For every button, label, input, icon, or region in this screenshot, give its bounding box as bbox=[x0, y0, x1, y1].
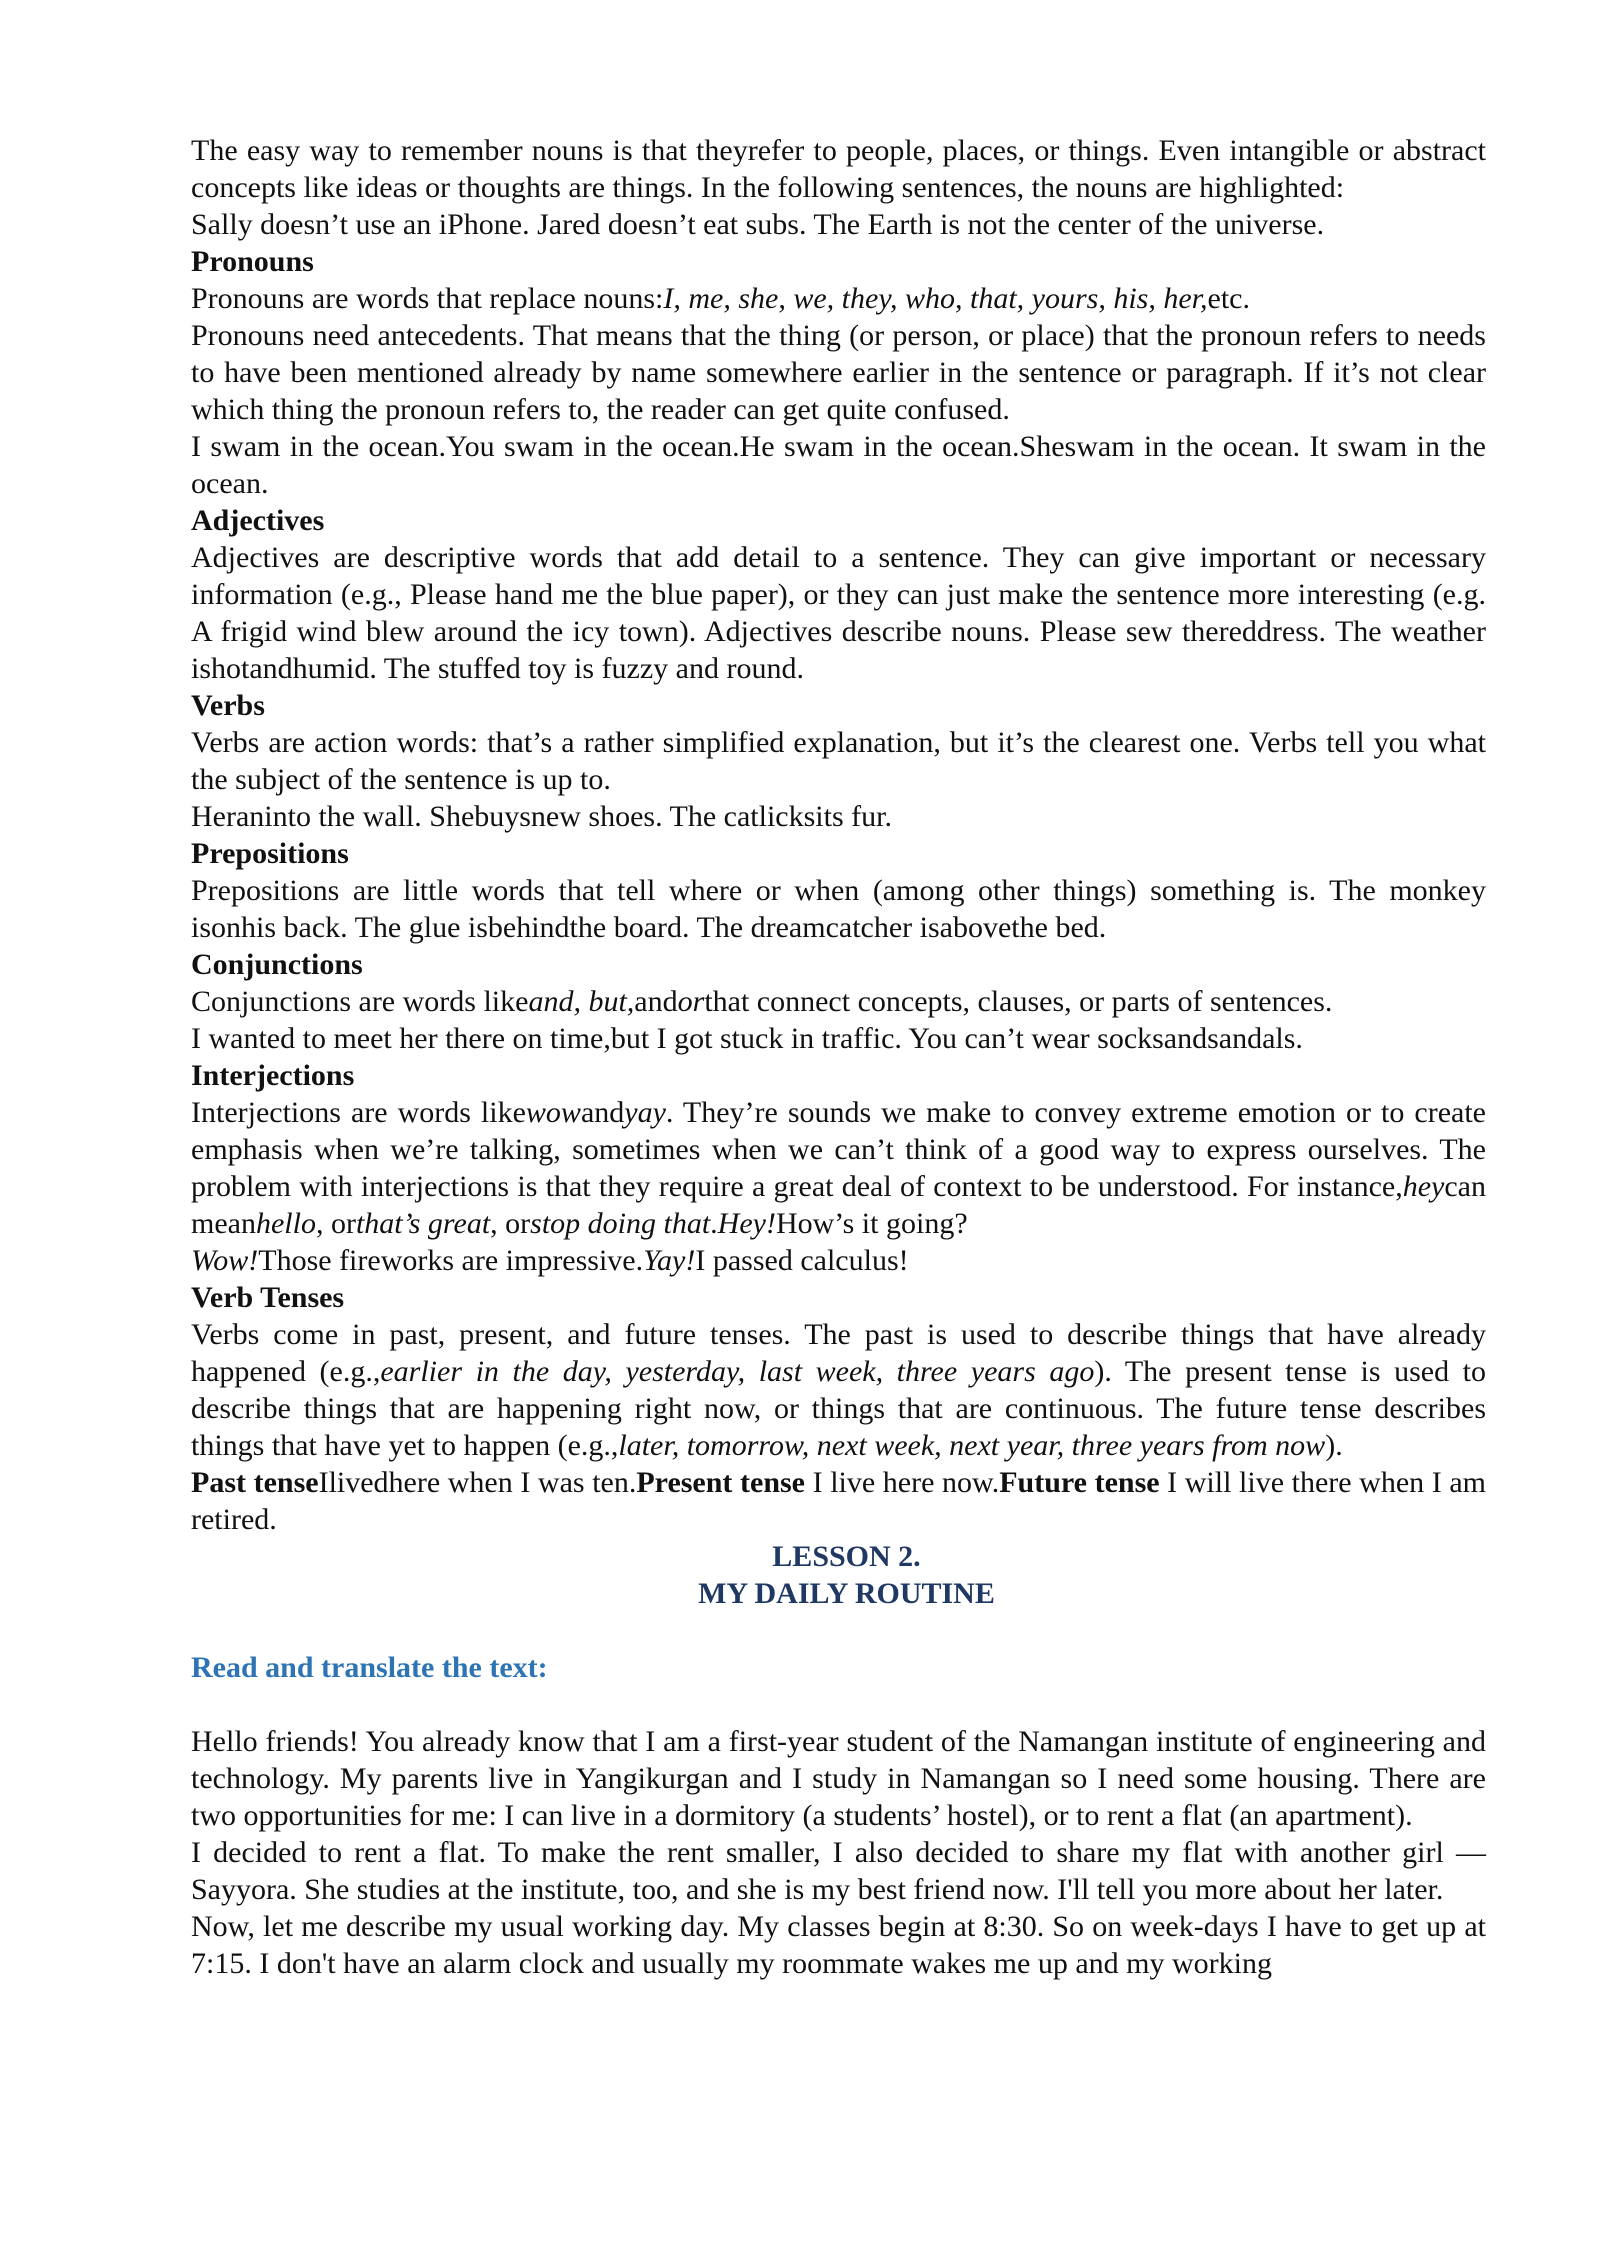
adjectives-paragraph: Adjectives are descriptive words that add detail to a sentence. They can give important or necessary information (e.g., Please hand me the blue paper), or they can just make the sentence more interesting (e.g. A frigid wind blew around the icy town). Adjectives describe nouns. Please sew thereddress. The weather ishotandhumid. The stuffed toy is fuzzy and round. bbox=[191, 541, 1486, 685]
verb-tenses-examples: Past tenseIlivedhere when I was ten.Present tense I live here now.Future tense I will live there when I am retired. bbox=[191, 1466, 1486, 1536]
verb-tenses-heading: Verb Tenses bbox=[191, 1281, 345, 1314]
interjections-paragraph: Interjections are words likewowandyay. They’re sounds we make to convey extreme emotion or to create emphasis when we’re talking, sometimes when we can’t think of a good way to express ourselves. The problem with interjections is that they require a great deal of context to be understood. For instance,heycan meanhello, orthat’s great, orstop doing that.Hey!How’s it going? Wow!Those fireworks are impressive.Yay!I passed calculus! bbox=[191, 1096, 1486, 1277]
lesson-paragraph-1: Hello friends! You already know that I am a first-year student of the Namangan institute of engineering and technology. My parents live in Yangikurgan and I study in Namangan so I need some housing. There are two opportunities for me: I can live in a dormitory (a students’ hostel), or to rent a flat (an apartment). bbox=[191, 1725, 1486, 1832]
lesson-paragraph-3: Now, let me describe my usual working day. My classes begin at 8:30. So on week-days I have to get up at 7:15. I don't have an alarm clock and usually my roommate wakes me up and my working bbox=[191, 1910, 1486, 1980]
lesson-paragraph-2: I decided to rent a flat. To make the rent smaller, I also decided to share my flat with another girl — Sayyora. She studies at the institute, too, and she is my best friend now. I'll tell you more about her later. bbox=[191, 1836, 1486, 1906]
conjunctions-heading: Conjunctions bbox=[191, 948, 363, 981]
lesson-title: MY DAILY ROUTINE bbox=[698, 1577, 995, 1610]
verbs-heading: Verbs bbox=[191, 689, 265, 722]
pronouns-definition: Pronouns are words that replace nouns:I, me, she, we, they, who, that, yours, his, her,etc. bbox=[191, 282, 1250, 315]
prepositions-paragraph: Prepositions are little words that tell where or when (among other things) something is. The monkey isonhis back. The glue isbehindthe board. The dreamcatcher isabovethe bed. bbox=[191, 874, 1486, 944]
prepositions-heading: Prepositions bbox=[191, 837, 349, 870]
nouns-examples: Sally doesn’t use an iPhone. Jared doesn’t eat subs. The Earth is not the center of the universe. bbox=[191, 208, 1325, 241]
pronouns-heading: Pronouns bbox=[191, 245, 314, 278]
conjunctions-definition: Conjunctions are words likeand, but,andorthat connect concepts, clauses, or parts of sentences. bbox=[191, 985, 1333, 1018]
adjectives-heading: Adjectives bbox=[191, 504, 325, 537]
interjections-heading: Interjections bbox=[191, 1059, 355, 1092]
nouns-paragraph: The easy way to remember nouns is that theyrefer to people, places, or things. Even intangible or abstract concepts like ideas or thoughts are things. In the following sentences, the nouns are highlighted: bbox=[191, 134, 1486, 204]
pronouns-antecedents: Pronouns need antecedents. That means that the thing (or person, or place) that the pronoun refers to needs to have been mentioned already by name somewhere earlier in the sentence or paragraph. If it’s not clear which thing the pronoun refers to, the reader can get quite confused. bbox=[191, 319, 1486, 426]
verbs-paragraph: Verbs are action words: that’s a rather simplified explanation, but it’s the clearest one. Verbs tell you what the subject of the sentence is up to. bbox=[191, 726, 1486, 796]
verbs-examples: Heraninto the wall. Shebuysnew shoes. The catlicksits fur. bbox=[191, 800, 892, 833]
lesson-number: LESSON 2. bbox=[772, 1540, 921, 1573]
conjunctions-examples: I wanted to meet her there on time,but I got stuck in traffic. You can’t wear socksandsandals. bbox=[191, 1022, 1303, 1055]
lesson-instruction: Read and translate the text: bbox=[191, 1651, 548, 1684]
verb-tenses-paragraph: Verbs come in past, present, and future tenses. The past is used to describe things that have already happened (e.g.,earlier in the day, yesterday, last week, three years ago). The present tense is used to describe things that are happening right now, or things that are continuous. The future tense describes things that have yet to happen (e.g.,later, tomorrow, next week, next year, three years from now). bbox=[191, 1318, 1486, 1462]
pronouns-examples: I swam in the ocean.You swam in the ocean.He swam in the ocean.Sheswam in the ocean. It swam in the ocean. bbox=[191, 430, 1486, 500]
